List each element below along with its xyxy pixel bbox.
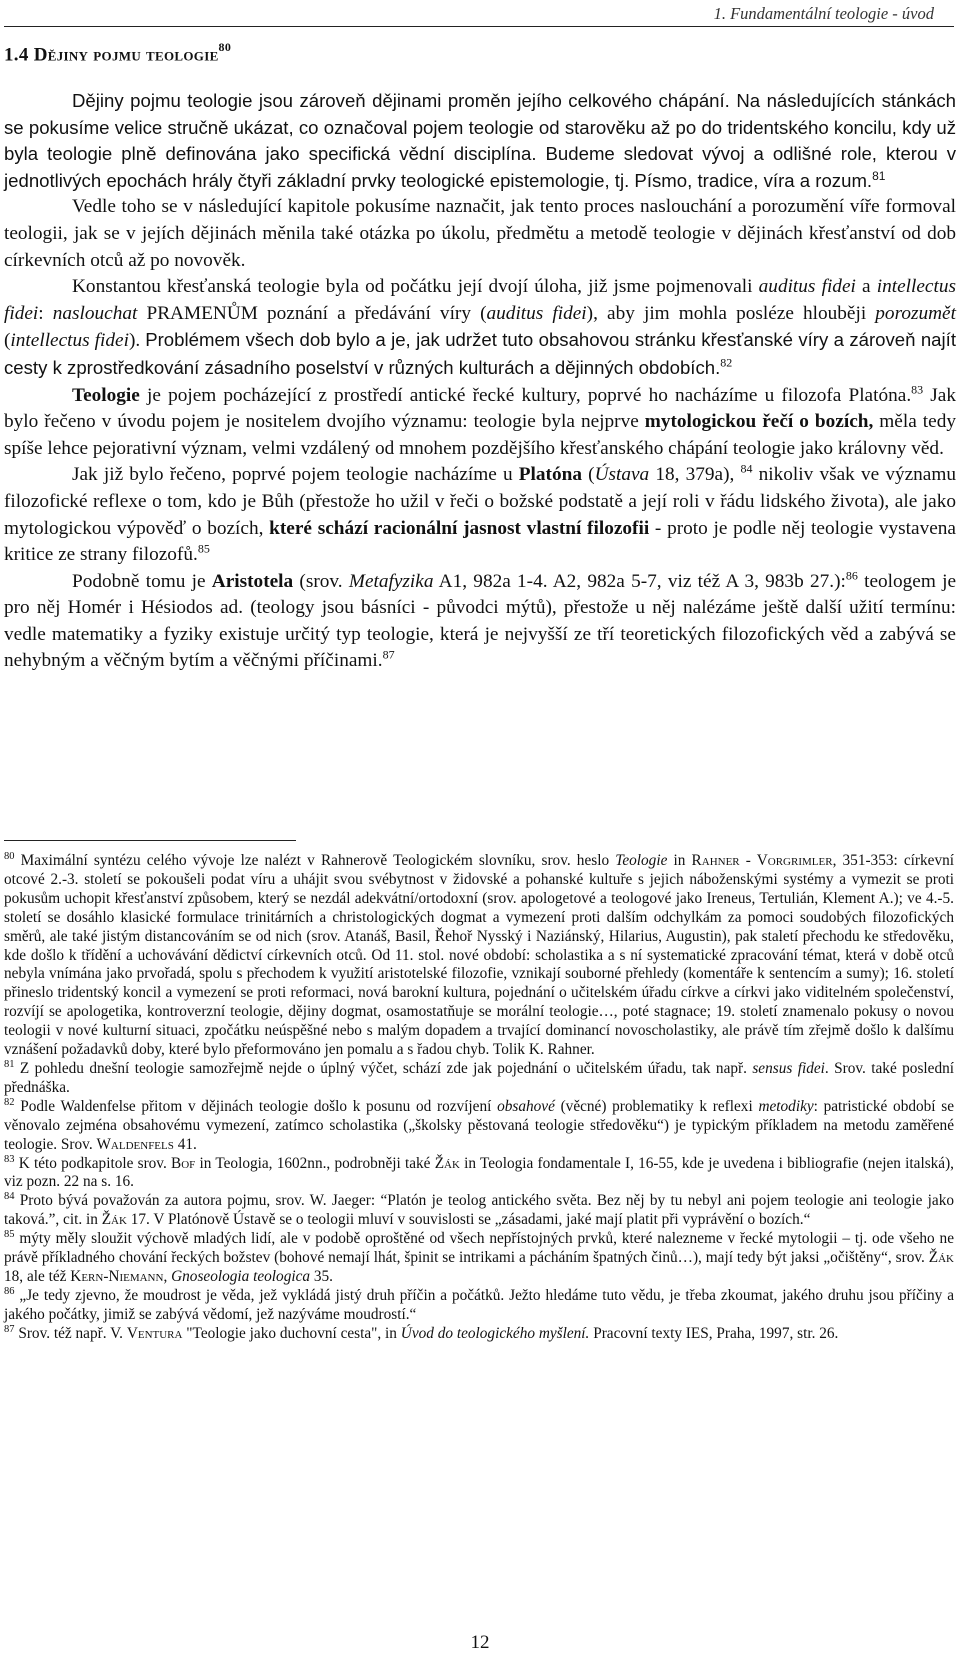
paragraph: Vedle toho se v následující kapitole pokusíme naznačit, jak tento proces naslouchání a porozumění víře formoval teologii, jak se v jejích dějinách měnila také otázka po úkolu, předmětu a metodě teologie v dějinách křesťanství od dob církevních otců až po novověk. [4, 196, 956, 271]
footnote-85: $^{85}$ mýty měly sloužit výchově mladých lidí, ale v podobě oproštěné od všech nepřístojných prvků, které nalezneme v řecké mytologii – tj. ode všeho ne právě příkladného chování řeckých božstev (bohové nemají lhát, špinit se intrikami a pácháním špatných činů…), mají tedy být jaksi „očištěny“, srov. Žák 18, ale též Kern-Niemann, Gnoseologia teologica 35. [4, 1229, 954, 1285]
footnote-rule [4, 840, 296, 841]
paragraph: Konstantou křesťanská teologie byla od počátku její dvojí úloha, již jsme pojmenovali auditus fidei a intellectus fidei: naslouchat PRAMENŮM poznání a předávání víry (auditus fidei), aby jim mohla posléze hlouběji porozumět (intellectus fidei). Problémem všech dob bylo a je, jak udržet tuto obsahovou stránku křesťanské víry a zároveň najít cesty k zprostředkování zásadního poselství v různých kulturách a dějinných obdobích.$^{82}$ [4, 276, 956, 378]
footnote-82: $^{82}$ Podle Waldenfelse přitom v dějinách teologie došlo k posunu od rozvíjení obsahové (věcné) problematiky k reflexi metodiky: patristické období se věnovalo zejména obsahovému vymezení, zatímco scholastika („školsky pěstovaná teologie středověku“) je typickým příkladem na metodu zaměřené teologie. Srov. Waldenfels 41. [4, 1096, 955, 1153]
footnote-ref[interactable]: 80 [218, 40, 232, 54]
paragraph: Podobně tomu je Aristotela (srov. Metafyzika A1, 982a 1-4. A2, 982a 5-7, viz též A 3, 983b 27.):$^{86}$ teologem je pro něj Homér i Hésiodos ad. (teology jsou básníci - původci mýtů), přestože u něj nalézáme ještě další užití termínu: vedle matematiky a fyziky existuje určitý typ teologie, která je nejvyšší ze tří teoretických filozofických věd a zabývá se nehybným a věčným bytím a věčnými příčinami.$^{87}$ [4, 568, 957, 672]
header-rule [4, 26, 954, 27]
paragraph: Teologie je pojem pocházející z prostředí antické řecké kultury, poprvé ho nacházíme u filozofa Platóna.$^{83}$ Jak bylo řečeno v úvodu pojem je nositelem dvojího významu: teologie byla nejprve mytologickou řečí o bozích, měla tedy spíše lehce pejorativní význam, velmi vzdálený od mnohem pozdějšího křesťanského chápání teologie jako královny věd. [4, 382, 956, 459]
footnote-ref[interactable]: 82 [720, 355, 733, 370]
footnote-ref[interactable]: 86 [845, 568, 858, 583]
footnote-83: $^{83}$ K této podkapitole srov. Bof in Teologia, 1602nn., podrobněji také Žák in Teologia fondamentale I, 16-55, kde je uvedena i bibliografie (nejen italská), viz pozn. 22 na s. 16. [4, 1153, 955, 1191]
footnote-86: $^{86}$ „Je tedy zjevno, že moudrost je věda, jež vykládá jistý druh příčin a počátků. Ježto hledáme tuto vědu, je třeba zkoumat, jakého druhu jsou příčiny a jakého počátky, jimiž se zabývá vědomí, jež nazýváme moudrostí.“ [4, 1285, 954, 1323]
footnote-ref[interactable]: 81 [872, 168, 886, 183]
footnotes [4, 852, 954, 1344]
footnote-ref[interactable]: 83 [911, 382, 924, 397]
section-title-text: Dějiny pojmu teologie [33, 44, 219, 66]
footnote-84: $^{84}$ Proto bývá považován za autora pojmu, srov. W. Jaeger: “Platón je teolog antického světa. Bez něj by tu nebyl ani pojem teologie ani teologie jako taková.”, cit. in Žák 17. V Platónově Ústavě se o teologii mluví v souvislosti se „zásadami, jaké mají platit při vyprávění o bozích.“ [4, 1191, 954, 1229]
footnote-81: $^{81}$ Z pohledu dnešní teologie samozřejmě nejde o úplný výčet, schází zde jak pojednání o učitelském úřadu, tak např. sensus fidei. Srov. také poslední přednáška. [4, 1058, 954, 1096]
section-title [4, 42, 231, 66]
footnote-ref[interactable]: 87 [382, 648, 395, 663]
section-number: 1.4 [4, 44, 29, 66]
page-number: 12 [470, 1632, 490, 1653]
footnote-80: $^{80}$ Maximální syntézu celého vývoje lze nalézt v Rahnerově Teologickém slovníku, srov. heslo Teologie in Rahner - Vorgrimler, 351-353: církevní otcové 2.-3. století se pokoušeli podat víru a uhájit svou svébytnost v židovské a pohanské kultuře s jejich náboženskými systémy a vymezit se proti pokusům uchopit křesťanství způsobem, který se nezdál adekvátní/ortodoxní (srov. apologetové a teologové jako Ireneus, Tertulián, Klement A.); ve 4.-5. století se dosáhlo klasické formulace trinitárních a christologických dogmat a vymezení proti dalším odchylkám za pomoci soudobých filozofických směrů, ale také jistým distancováním se od nich (srov. Atanáš, Basil, Řehoř Nysský i Naziánský, Hilarius, Augustin), pak staletí přechodu ke středověku, kde došlo k třídění a uchovávání dědictví církevních otců. Od 11. stol. nové období: scholastika a s ní systematické zpracování témat, která v době otců nebyla vnímána jako prvořadá, spolu s přechodem k využití aristotelské filozofie, vznikají souborné přehledy (komentáře k sentencím a sumy); 16. století přineslo tridentský koncil a vymezení se proti reformaci, nová barokní kultura, pojednání o učitelském úřadu církve a církvi jako viditelném společenství, rozvíjí se apologetika, kontroverzní teologie, dějiny dogmat, osamostatňuje se morální teologie…, poté stagnace; 19. století znamenalo pokusy o novou teologii v nové kulturní situaci, zpočátku neúspěšné nebo s malým dopadem a trvající dominancí novoscholastiky, ale právě tím zřejmě došlo k dalšímu vznášení požadavků doby, které bylo přeformováno jen pomalu a s řadou chyb. Tolik K. Rahner. [4, 850, 955, 1059]
paragraph: Jak již bylo řečeno, poprvé pojem teologie nacházíme u Platóna (Ústava 18, 379a), $^{84}$ nikoliv však ve významu filozofické reflexe o tom, kdo je Bůh (přestože ho užil v řeči o božské podstatě a její roli v řádu lidského života), ale jako mytologickou výpověď o bozích, které schází racionální jasnost vlastní filozofii - proto je podle něj teologie vystavena kritice ze strany filozofů.$^{85}$ [4, 461, 956, 566]
footnote-87: $^{87}$ Srov. též např. V. Ventura "Teologie jako duchovní cesta", in Úvod do teologického myšlení. Pracovní texty IES, Praha, 1997, str. 26. [4, 1323, 839, 1342]
body-text [4, 88, 956, 675]
footnote-ref[interactable]: 85 [197, 541, 210, 556]
running-header: 1. Fundamentální teologie - úvod [713, 4, 934, 23]
paragraph: Dějiny pojmu teologie jsou zároveň dějinami proměn jejího celkového chápání. Na následujících stánkách se pokusíme velice stručně ukázat, co označoval pojem teologie od starověku až po do tridentského koncilu, kdy už byla teologie plně definována jako specifická vědní disciplína. Budeme sledovat vývoj a odlišné role, kterou v jednotlivých epochách hrály čtyři základní prvky teologické epistemologie, tj. Písmo, tradice, víra a rozum.$^{81}$ [4, 90, 956, 191]
footnote-ref[interactable]: 84 [740, 461, 753, 476]
